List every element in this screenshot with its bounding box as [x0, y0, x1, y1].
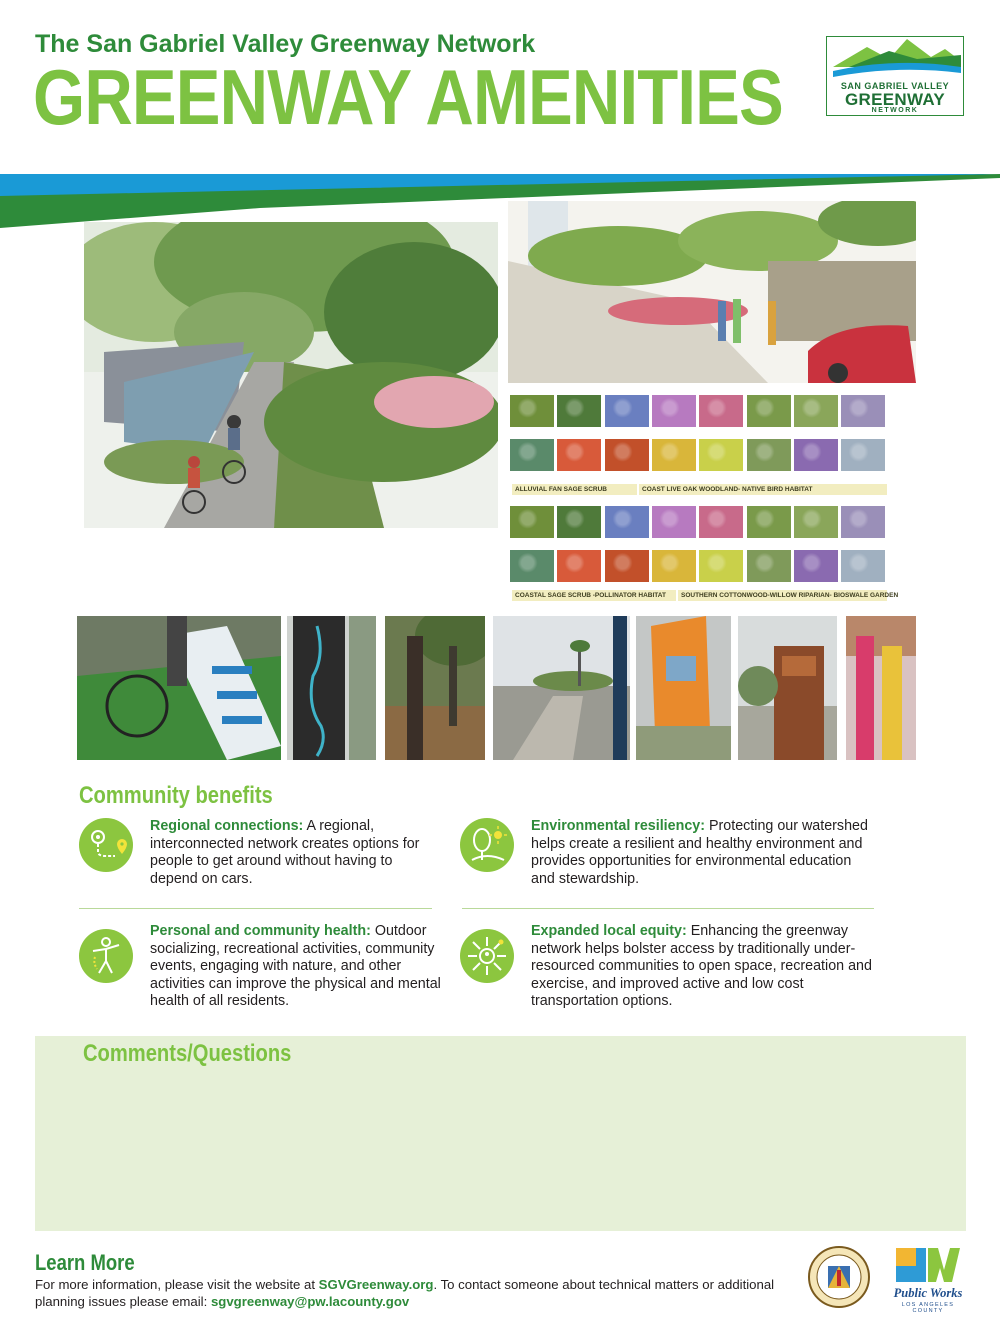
- pw-sub: LOS ANGELES COUNTY: [901, 1302, 955, 1314]
- plant-thumbnail: [510, 550, 554, 582]
- person-exercise-icon: [79, 929, 133, 983]
- plant-thumbnail: [605, 439, 649, 471]
- plant-thumbnail: [605, 506, 649, 538]
- benefit-text: [150, 923, 450, 1011]
- benefit-text: [531, 818, 876, 888]
- greenway-path-rendering: [84, 222, 498, 528]
- plant-thumbnail: [652, 395, 696, 427]
- logo-line2: GREENWAY: [844, 90, 946, 109]
- plant-thumbnail: [794, 395, 838, 427]
- plant-thumbnail: [510, 395, 554, 427]
- benefit-heading: Environmental resiliency:: [531, 818, 706, 834]
- plant-thumbnail: [557, 395, 601, 427]
- mountain-logo-icon: [827, 37, 965, 81]
- rust-kiosk-photo: [738, 616, 837, 760]
- route-pin-icon: [79, 818, 133, 872]
- benefit-heading: Regional connections:: [150, 818, 304, 834]
- plant-thumbnail: [794, 439, 838, 471]
- benefit-environmental-resiliency: [460, 818, 880, 898]
- benefit-text: [150, 818, 440, 888]
- comments-title: Comments/Questions: [83, 1040, 292, 1067]
- learn-more-intro: For more information, please visit the website at: [35, 1277, 319, 1292]
- plant-label-alluvial-fan-sage-scrub: ALLUVIAL FAN SAGE SCRUB: [512, 484, 637, 495]
- plant-thumbnail: [841, 439, 885, 471]
- plant-thumbnail: [557, 506, 601, 538]
- plant-thumbnail: [699, 506, 743, 538]
- logo-line1: SAN GABRIEL VALLEY: [840, 81, 950, 91]
- logo-line3: NETWORK: [871, 107, 919, 114]
- plant-thumbnail: [699, 439, 743, 471]
- email-link[interactable]: sgvgreenway@pw.lacounty.gov: [210, 1294, 410, 1309]
- benefit-personal-health: [79, 923, 459, 1018]
- la-county-seal-logo: [808, 1246, 870, 1308]
- plant-thumbnail: [652, 550, 696, 582]
- benefit-heading: Expanded local equity:: [531, 923, 687, 939]
- sgv-greenway-logo: [826, 36, 964, 116]
- public-works-logo: [888, 1244, 968, 1314]
- poster-title: GREENWAY AMENITIES: [33, 53, 783, 141]
- plant-thumbnail: [841, 506, 885, 538]
- orange-sign-photo: [636, 616, 731, 760]
- benefits-divider-left: [79, 908, 432, 909]
- learn-more-title: Learn More: [35, 1250, 135, 1275]
- benefit-body: Protecting our watershed helps create a resilient and healthy environment and provides opportunities for environmental education and stewardship.: [531, 818, 868, 887]
- trail-map-sign-photo: [287, 616, 376, 760]
- plant-thumbnail: [652, 506, 696, 538]
- plant-thumbnail: [557, 439, 601, 471]
- street-sketch-rendering: [508, 201, 916, 383]
- benefit-body: Outdoor socializing, recreational activities, community events, engaging with nature, and other activities can improve the physical and mental health of all residents.: [150, 923, 441, 1010]
- plant-thumbnail: [510, 506, 554, 538]
- plant-thumbnail: [794, 550, 838, 582]
- plant-label-cottonwood-willow: SOUTHERN COTTONWOOD-WILLOW RIPARIAN- BIOSWALE GARDEN: [678, 590, 887, 601]
- plant-thumbnail: [794, 506, 838, 538]
- benefit-heading: Personal and community health:: [150, 923, 371, 939]
- plant-thumbnail: [747, 439, 791, 471]
- plant-thumbnail: [747, 550, 791, 582]
- learn-more-contact: . To contact someone about technical matters or additional planning issues please email:: [35, 1277, 775, 1309]
- plant-thumbnail: [605, 395, 649, 427]
- plant-thumbnail: [699, 550, 743, 582]
- plant-thumbnail: [747, 395, 791, 427]
- plant-thumbnail: [510, 439, 554, 471]
- community-benefits-title: Community benefits: [79, 782, 273, 809]
- plant-thumbnail: [841, 395, 885, 427]
- website-link[interactable]: SGVGreenway.org: [318, 1277, 434, 1292]
- benefit-local-equity: [460, 923, 880, 1018]
- plant-thumbnail: [841, 550, 885, 582]
- benefits-divider-right: [462, 908, 874, 909]
- poster-subtitle: The San Gabriel Valley Greenway Network: [35, 30, 536, 58]
- colorful-post-photo: [846, 616, 916, 760]
- benefit-regional-connections: [79, 818, 439, 898]
- plant-thumbnail: [699, 395, 743, 427]
- plant-thumbnail: [747, 506, 791, 538]
- plant-label-coast-live-oak: COAST LIVE OAK WOODLAND- NATIVE BIRD HABITAT: [639, 484, 887, 495]
- plant-thumbnail: [557, 550, 601, 582]
- community-arrows-icon: [460, 929, 514, 983]
- wayfinding-post-photo: [385, 616, 485, 760]
- benefit-body: Enhancing the greenway network helps bolster access by traditionally under-resourced communities to open space, recreation and exercise, and improved active and low cost transportation options.: [531, 923, 872, 1010]
- plant-thumbnail: [652, 439, 696, 471]
- plant-thumbnail: [605, 550, 649, 582]
- plant-palette-grid: [510, 395, 888, 601]
- plant-label-coastal-sage-scrub: COASTAL SAGE SCRUB -POLLINATOR HABITAT: [512, 590, 676, 601]
- benefit-body: A regional, interconnected network creates options for people to get around without having to depend on cars.: [150, 818, 420, 887]
- learn-more-text: [35, 1276, 775, 1310]
- tree-sun-icon: [460, 818, 514, 872]
- benefit-text: [531, 923, 876, 1011]
- river-trail-photo: [493, 616, 630, 760]
- pw-name: Public Works: [893, 1286, 963, 1300]
- bike-counter-photo: [77, 616, 281, 760]
